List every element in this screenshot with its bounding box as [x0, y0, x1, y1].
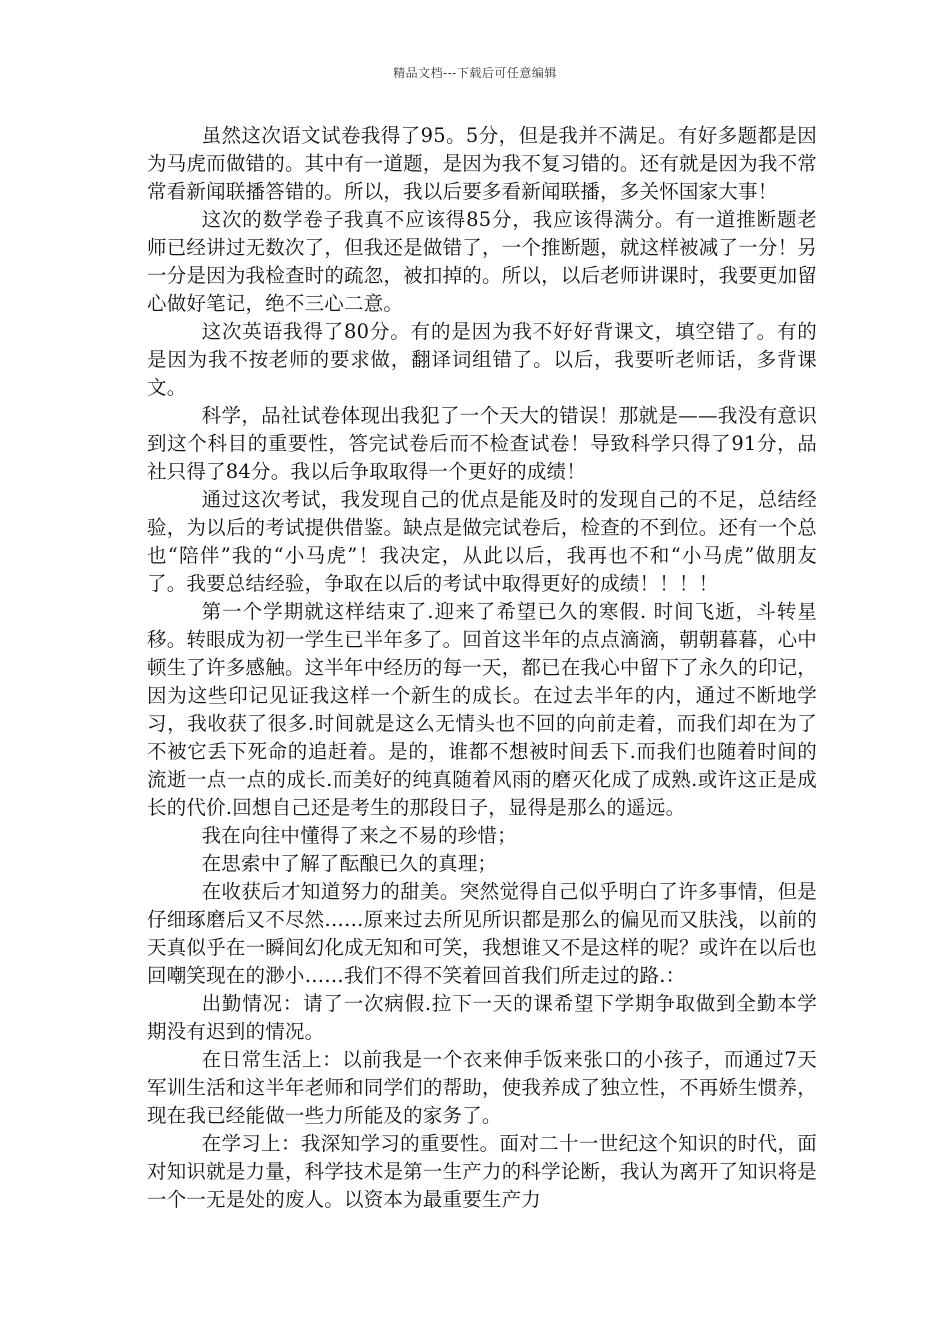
paragraph-exam-summary: 通过这次考试，我发现自己的优点是能及时的发现自己的不足，总结经验，为以后的考试提供借鉴。缺点是做完试卷后，检查的不到位。还有一个总也“陪伴”我的“小马虎”！我决定，从此以后，我再也不和“小马虎”做朋友了。我要总结经验，争取在以后的考试中取得更好的成绩！！！！ — [147, 488, 817, 595]
paragraph-cherish: 我在向往中懂得了来之不易的珍惜； — [201, 824, 517, 847]
paragraph-daily-life: 在日常生活上：以前我是一个衣来伸手饭来张口的小孩子，而通过7天军训生活和这半年老师和同学们的帮助，使我养成了独立性，不再娇生惯养，现在我已经能做一些力所能及的家务了。 — [147, 1048, 817, 1127]
paragraph-truth: 在思索中了解了酝酿已久的真理； — [201, 852, 498, 875]
paragraph-study: 在学习上：我深知学习的重要性。面对二十一世纪这个知识的时代，面对知识就是力量，科学技术是第一生产力的科学论断，我认为离开了知识将是一个一无是处的废人。以资本为最重要生产力 — [147, 1132, 817, 1211]
document-body — [147, 122, 817, 1214]
paragraph-chinese-exam: 虽然这次语文试卷我得了95。5分，但是我并不满足。有好多题都是因为马虎而做错的。其中有一道题，是因为我不复习错的。还有就是因为我不常常看新闻联播答错的。所以，我以后要多看新闻联播，多关怀国家大事！ — [147, 124, 817, 203]
paragraph-attendance: 出勤情况：请了一次病假.拉下一天的课希望下学期争取做到全勤本学期没有迟到的情况。 — [147, 992, 817, 1043]
paragraph-semester-reflection: 第一个学期就这样结束了.迎来了希望已久的寒假. 时间飞逝，斗转星移。转眼成为初一学生已半年多了。回首这半年的点点滴滴，朝朝暮暮，心中顿生了许多感触。这半年中经历的每一天，都已在我心中留下了永久的印记，因为这些印记见证我这样一个新生的成长。在过去半年的内，通过不断地学习，我收获了很多.时间就是这么无情头也不回的向前走着，而我们却在为了不被它丢下死命的追赶着。是的，谁都不想被时间丢下.而我们也随着时间的流逝一点一点的成长.而美好的纯真随着风雨的磨灭化成了成熟.或许这正是成长的代价.回想自己还是考生的那段日子，显得是那么的遥远。 — [147, 600, 817, 819]
paragraph-english-exam: 这次英语我得了80分。有的是因为我不好好背课文，填空错了。有的是因为我不按老师的要求做，翻译词组错了。以后，我要听老师话，多背课文。 — [147, 320, 817, 399]
page-header: 精品文档---下载后可任意编辑 — [393, 66, 557, 80]
paragraph-math-exam: 这次的数学卷子我真不应该得85分，我应该得满分。有一道推断题老师已经讲过无数次了，但我还是做错了，一个推断题，就这样被减了一分！另一分是因为我检查时的疏忽，被扣掉的。所以，以后老师讲课时，我要更加留心做好笔记，绝不三心二意。 — [147, 208, 817, 315]
paragraph-science-exam: 科学，品社试卷体现出我犯了一个天大的错误！那就是——我没有意识到这个科目的重要性，答完试卷后而不检查试卷！导致科学只得了91分，品社只得了84分。我以后争取取得一个更好的成绩！ — [147, 404, 817, 483]
paragraph-harvest: 在收获后才知道努力的甜美。突然觉得自己似乎明白了许多事情，但是仔细琢磨后又不尽然……原来过去所见所识都是那么的偏见而又肤浅，以前的天真似乎在一瞬间幻化成无知和可笑，我想谁又不是这样的呢？或许在以后也回嘲笑现在的渺小……我们不得不笑着回首我们所走过的路.： — [147, 880, 817, 987]
